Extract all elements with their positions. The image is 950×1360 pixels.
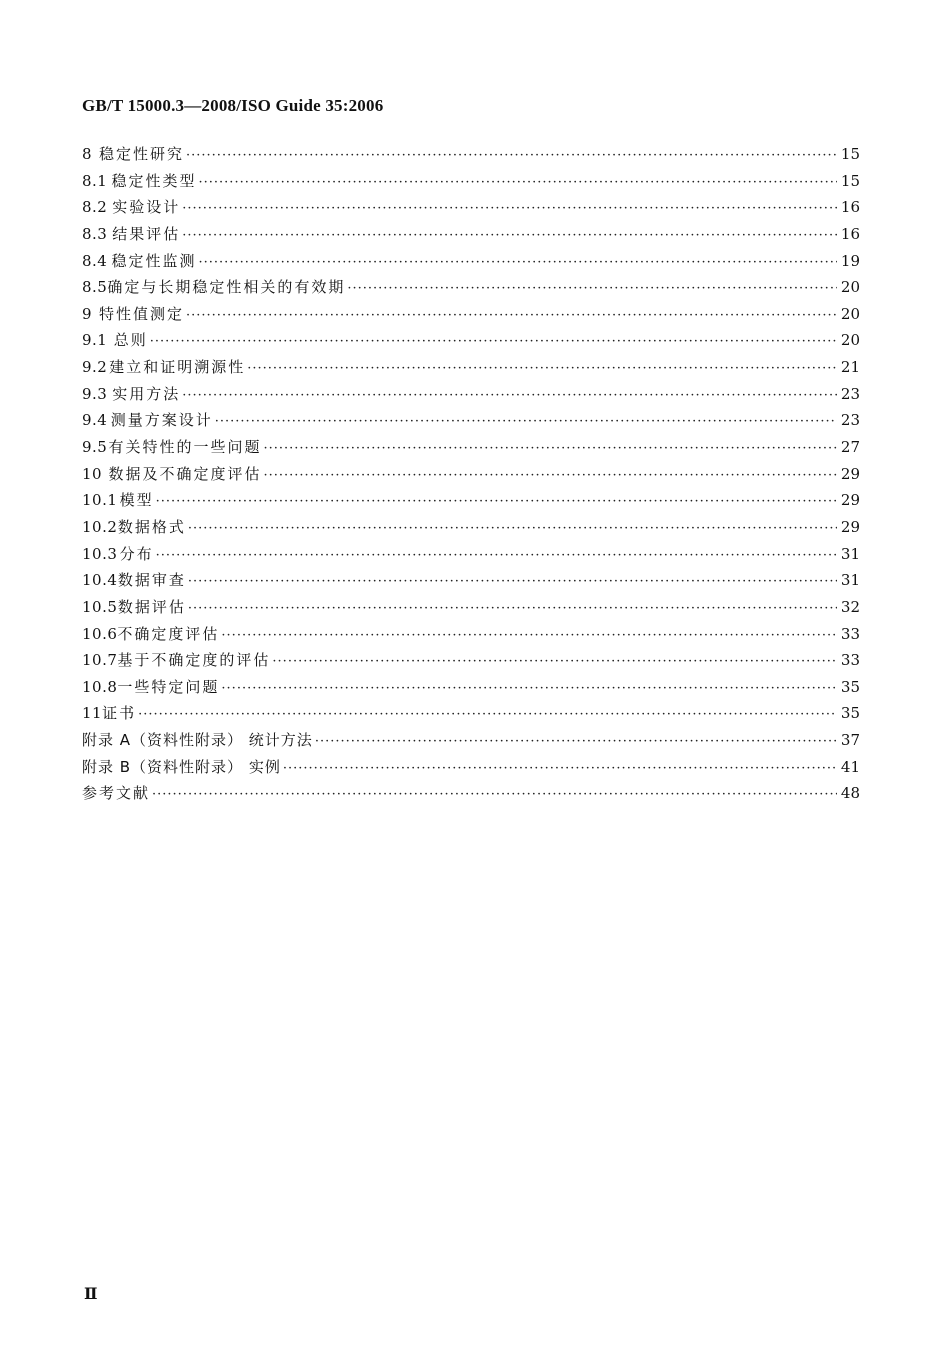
toc-entry-page: 33 <box>840 624 860 643</box>
toc-entry-page: 20 <box>840 278 860 297</box>
toc-entry-title: 参考文献 <box>82 784 151 803</box>
toc-entry[interactable] <box>82 170 860 197</box>
toc-entry-title: 分布 <box>119 544 154 563</box>
toc-entry-number: 10.6 <box>82 624 118 643</box>
toc-entry-title: 总则 <box>113 331 148 350</box>
toc-entry-title: 实验设计 <box>112 198 181 217</box>
toc-entry-page: 23 <box>840 384 860 403</box>
toc-dot-leader <box>186 308 837 323</box>
toc-entry-title: 证书 <box>102 704 137 723</box>
toc-entry-number: 8.2 <box>82 198 108 217</box>
toc-dot-leader <box>182 228 837 243</box>
toc-entry-title: 实用方法 <box>112 384 181 403</box>
toc-dot-leader <box>221 681 836 696</box>
toc-entry[interactable] <box>82 356 860 383</box>
toc-entry[interactable] <box>82 543 860 570</box>
toc-entry-title: 确定与长期稳定性相关的有效期 <box>107 278 346 297</box>
toc-entry[interactable] <box>82 676 860 703</box>
toc-entry-number: 8 <box>82 145 93 163</box>
toc-entry-number: 10.4 <box>82 571 118 590</box>
toc-dot-leader <box>283 761 837 776</box>
table-of-contents <box>82 143 860 809</box>
toc-entry-page: 41 <box>840 757 860 776</box>
toc-dot-leader <box>150 334 837 349</box>
toc-dot-leader <box>186 148 837 163</box>
toc-dot-leader <box>188 601 837 616</box>
toc-entry[interactable] <box>82 329 860 356</box>
toc-entry-page: 19 <box>840 251 860 270</box>
toc-dot-leader <box>247 361 837 376</box>
toc-entry-number: 8.1 <box>82 171 108 190</box>
toc-entry-title: 数据评估 <box>117 597 186 616</box>
toc-entry-number: 9.5 <box>82 438 108 457</box>
toc-entry-title: 稳定性监测 <box>111 251 197 270</box>
toc-entry[interactable] <box>82 250 860 277</box>
toc-entry-page: 15 <box>840 171 860 190</box>
toc-entry-title: 建立和证明溯源性 <box>109 358 246 377</box>
toc-entry-number: 10.3 <box>82 544 118 563</box>
toc-entry-page: 35 <box>840 677 860 696</box>
toc-entry-page: 20 <box>840 331 860 350</box>
toc-dot-leader <box>315 734 837 749</box>
toc-entry-number: 10.7 <box>82 651 118 670</box>
toc-entry[interactable] <box>82 516 860 543</box>
toc-dot-leader <box>138 707 837 722</box>
toc-entry-page: 20 <box>840 304 860 323</box>
toc-entry[interactable] <box>82 409 860 436</box>
toc-entry-page: 16 <box>840 224 860 243</box>
toc-dot-leader <box>264 468 837 483</box>
toc-entry-page: 27 <box>840 438 860 457</box>
toc-entry[interactable] <box>82 223 860 250</box>
toc-entry[interactable] <box>82 569 860 596</box>
toc-entry[interactable] <box>82 383 860 410</box>
toc-entry-page: 35 <box>840 704 860 723</box>
toc-entry-title: 测量方案设计 <box>110 411 213 430</box>
toc-entry-number: 8.5 <box>82 278 108 297</box>
toc-dot-leader <box>272 654 836 669</box>
toc-entry-number: 10.1 <box>82 491 118 510</box>
page-number: Ⅱ <box>84 1286 98 1303</box>
toc-dot-leader <box>188 574 837 589</box>
toc-dot-leader <box>182 201 837 216</box>
toc-entry-number: 8.3 <box>82 224 108 243</box>
toc-entry-title: 数据审查 <box>117 571 186 590</box>
toc-entry-number: 11 <box>82 704 103 723</box>
toc-entry-number: 10.5 <box>82 597 118 616</box>
toc-entry-appendix-b[interactable] <box>82 756 860 783</box>
toc-entry-page: 31 <box>840 571 860 590</box>
toc-entry[interactable] <box>82 463 860 490</box>
toc-dot-leader <box>152 787 837 802</box>
toc-entry-number: 9.3 <box>82 384 108 403</box>
toc-entry-title: 基于不确定度的评估 <box>117 651 271 670</box>
toc-entry-page: 31 <box>840 544 860 563</box>
toc-dot-leader <box>156 548 837 563</box>
toc-dot-leader <box>182 388 837 403</box>
toc-dot-leader <box>199 175 837 190</box>
toc-entry-page: 29 <box>840 517 860 536</box>
toc-dot-leader <box>156 494 837 509</box>
toc-dot-leader <box>347 281 837 296</box>
toc-entry-page: 29 <box>840 464 860 483</box>
toc-entry-title: 稳定性研究 <box>99 145 185 163</box>
toc-entry-page: 48 <box>840 784 860 803</box>
toc-entry-title: 结果评估 <box>112 224 181 243</box>
toc-entry-number: 9.4 <box>82 411 108 430</box>
toc-entry-title: 附录 B（资料性附录） 实例 <box>82 757 281 776</box>
toc-entry-number: 10.2 <box>82 517 118 536</box>
toc-entry-page: 29 <box>840 491 860 510</box>
toc-entry-title: 数据格式 <box>117 517 186 536</box>
toc-entry-number: 8.4 <box>82 251 108 270</box>
toc-entry-number: 9.2 <box>82 358 108 377</box>
toc-entry-title: 不确定度评估 <box>117 624 220 643</box>
toc-dot-leader <box>199 255 837 270</box>
toc-entry-page: 32 <box>840 597 860 616</box>
toc-entry-number: 9 <box>82 304 93 323</box>
toc-entry-title: 一些特定问题 <box>117 677 220 696</box>
toc-entry-title: 模型 <box>119 491 154 510</box>
toc-entry-references[interactable] <box>82 782 860 809</box>
toc-entry-title: 数据及不确定度评估 <box>108 464 262 483</box>
toc-entry-page: 16 <box>840 198 860 217</box>
toc-entry-number: 10.8 <box>82 677 118 696</box>
toc-entry-title: 有关特性的一些问题 <box>108 438 262 457</box>
toc-dot-leader <box>264 441 837 456</box>
toc-entry-appendix-a[interactable] <box>82 729 860 756</box>
toc-entry-title: 特性值测定 <box>99 304 185 323</box>
toc-entry[interactable] <box>82 143 860 170</box>
toc-entry-page: 15 <box>840 145 860 163</box>
toc-entry-page: 21 <box>840 358 860 377</box>
toc-entry-page: 33 <box>840 651 860 670</box>
toc-entry[interactable] <box>82 436 860 463</box>
toc-entry[interactable] <box>82 303 860 330</box>
toc-entry[interactable] <box>82 649 860 676</box>
toc-entry-page: 23 <box>840 411 860 430</box>
toc-entry-page: 37 <box>840 731 860 750</box>
toc-entry-title: 附录 A（资料性附录） 统计方法 <box>82 731 313 750</box>
toc-entry[interactable] <box>82 596 860 623</box>
toc-entry[interactable] <box>82 702 860 729</box>
toc-entry[interactable] <box>82 489 860 516</box>
toc-dot-leader <box>215 414 837 429</box>
toc-entry-number: 10 <box>82 464 103 483</box>
toc-entry[interactable] <box>82 276 860 303</box>
toc-entry-number: 9.1 <box>82 331 108 350</box>
document-header: GB/T 15000.3—2008/ISO Guide 35:2006 <box>82 96 384 115</box>
toc-dot-leader <box>188 521 837 536</box>
toc-dot-leader <box>221 628 836 643</box>
toc-entry-title: 稳定性类型 <box>111 171 197 190</box>
toc-entry[interactable] <box>82 623 860 650</box>
toc-entry[interactable] <box>82 196 860 223</box>
